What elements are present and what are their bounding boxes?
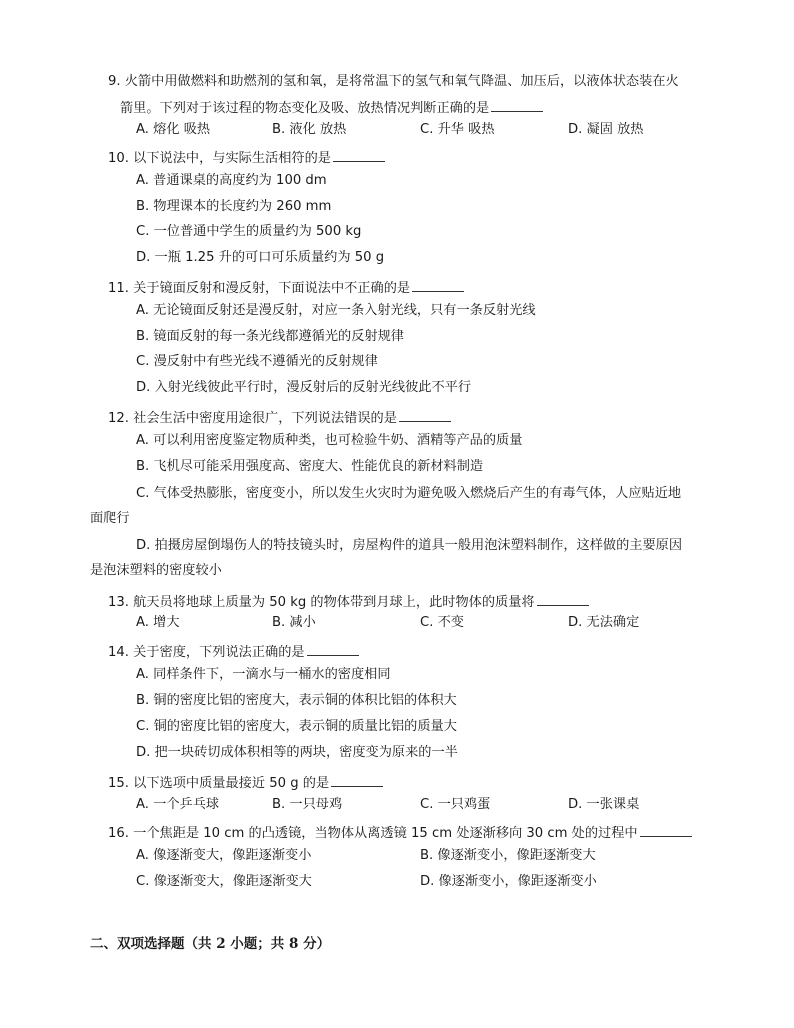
q11-option-d: D. 入射光线彼此平行时，漫反射后的反射光线彼此不平行 — [136, 380, 472, 395]
q12-stem: 12. 社会生活中密度用途很广，下列说法错误的是 — [108, 408, 451, 428]
q9-option-a: A. 熔化 吸热 — [136, 122, 211, 137]
q11-stem: 11. 关于镜面反射和漫反射，下面说法中不正确的是 — [108, 278, 464, 298]
q14-stem: 14. 关于密度，下列说法正确的是 — [108, 642, 359, 662]
q10-stem: 10. 以下说法中，与实际生活相符的是 — [108, 148, 385, 168]
q13-option-a: A. 增大 — [136, 615, 180, 630]
q11-option-c: C. 漫反射中有些光线不遵循光的反射规律 — [136, 354, 378, 369]
q13-stem: 13. 航天员将地球上质量为 50 kg 的物体带到月球上，此时物体的质量将 — [108, 592, 589, 612]
q10-option-b: B. 物理课本的长度约为 260 mm — [136, 199, 332, 214]
q13-option-d: D. 无法确定 — [568, 615, 640, 630]
q15-stem: 15. 以下选项中质量最接近 50 g 的是 — [108, 773, 383, 793]
q10-option-a: A. 普通课桌的高度约为 100 dm — [136, 173, 327, 188]
answer-blank — [331, 773, 383, 787]
q12-option-d-line1: D. 拍摄房屋倒塌伤人的特技镜头时，房屋构件的道具一般用泡沫塑料制作，这样做的主要原因 — [136, 538, 683, 553]
q13-option-c: C. 不变 — [420, 615, 464, 630]
q12-option-a: A. 可以利用密度鉴定物质种类，也可检验牛奶、酒精等产品的质量 — [136, 433, 523, 448]
answer-blank — [412, 278, 464, 292]
q9-option-c: C. 升华 吸热 — [420, 122, 495, 137]
q14-option-b: B. 铜的密度比铝的密度大，表示铜的体积比铝的体积大 — [136, 693, 457, 708]
q16-option-b: B. 像逐渐变小，像距逐渐变大 — [420, 848, 596, 863]
q15-option-a: A. 一个乒乓球 — [136, 797, 220, 812]
answer-blank — [399, 408, 451, 422]
q10-option-c: C. 一位普通中学生的质量约为 500 kg — [136, 224, 362, 239]
q12-option-c-line1: C. 气体受热膨胀，密度变小，所以发生火灾时为避免吸入燃烧后产生的有毒气体，人应贴近地 — [136, 486, 682, 501]
q14-option-c: C. 铜的密度比铝的密度大，表示铜的质量比铝的质量大 — [136, 719, 457, 734]
q11-option-b: B. 镜面反射的每一条光线都遵循光的反射规律 — [136, 329, 404, 344]
q9-option-d: D. 凝固 放热 — [568, 122, 644, 137]
q9-option-b: B. 液化 放热 — [272, 122, 347, 137]
q14-option-a: A. 同样条件下，一滴水与一桶水的密度相同 — [136, 667, 391, 682]
q14-option-d: D. 把一块砖切成体积相等的两块，密度变为原来的一半 — [136, 745, 458, 760]
q12-option-c-line2: 面爬行 — [90, 511, 130, 526]
q9-stem-line1: 9. 火箭中用做燃料和助燃剂的氢和氧，是将常温下的氢气和氧气降温、加压后，以液体状态装在火 — [108, 74, 679, 89]
q12-option-b: B. 飞机尽可能采用强度高、密度大、性能优良的新材料制造 — [136, 459, 484, 474]
q15-option-b: B. 一只母鸡 — [272, 797, 343, 812]
q13-option-b: B. 减小 — [272, 615, 316, 630]
answer-blank — [333, 148, 385, 162]
answer-blank — [537, 592, 589, 606]
q11-option-a: A. 无论镜面反射还是漫反射，对应一条入射光线，只有一条反射光线 — [136, 303, 536, 318]
answer-blank — [307, 642, 359, 656]
q12-option-d-line2: 是泡沫塑料的密度较小 — [90, 563, 222, 578]
q10-option-d: D. 一瓶 1.25 升的可口可乐质量约为 50 g — [136, 250, 385, 265]
answer-blank — [640, 823, 692, 837]
q9-stem-line2: 箭里。下列对于该过程的物态变化及吸、放热情况判断正确的是 — [120, 98, 543, 118]
q15-option-c: C. 一只鸡蛋 — [420, 797, 491, 812]
q16-option-d: D. 像逐渐变小，像距逐渐变小 — [420, 874, 597, 889]
q15-option-d: D. 一张课桌 — [568, 797, 640, 812]
q16-stem: 16. 一个焦距是 10 cm 的凸透镜，当物体从离透镜 15 cm 处逐渐移向 30 cm 处的过程中 — [108, 823, 692, 843]
q16-option-a: A. 像逐渐变大，像距逐渐变小 — [136, 848, 312, 863]
section-heading: 二、双项选择题（共 2 小题；共 8 分） — [90, 936, 331, 952]
answer-blank — [491, 98, 543, 112]
q16-option-c: C. 像逐渐变大，像距逐渐变大 — [136, 874, 312, 889]
